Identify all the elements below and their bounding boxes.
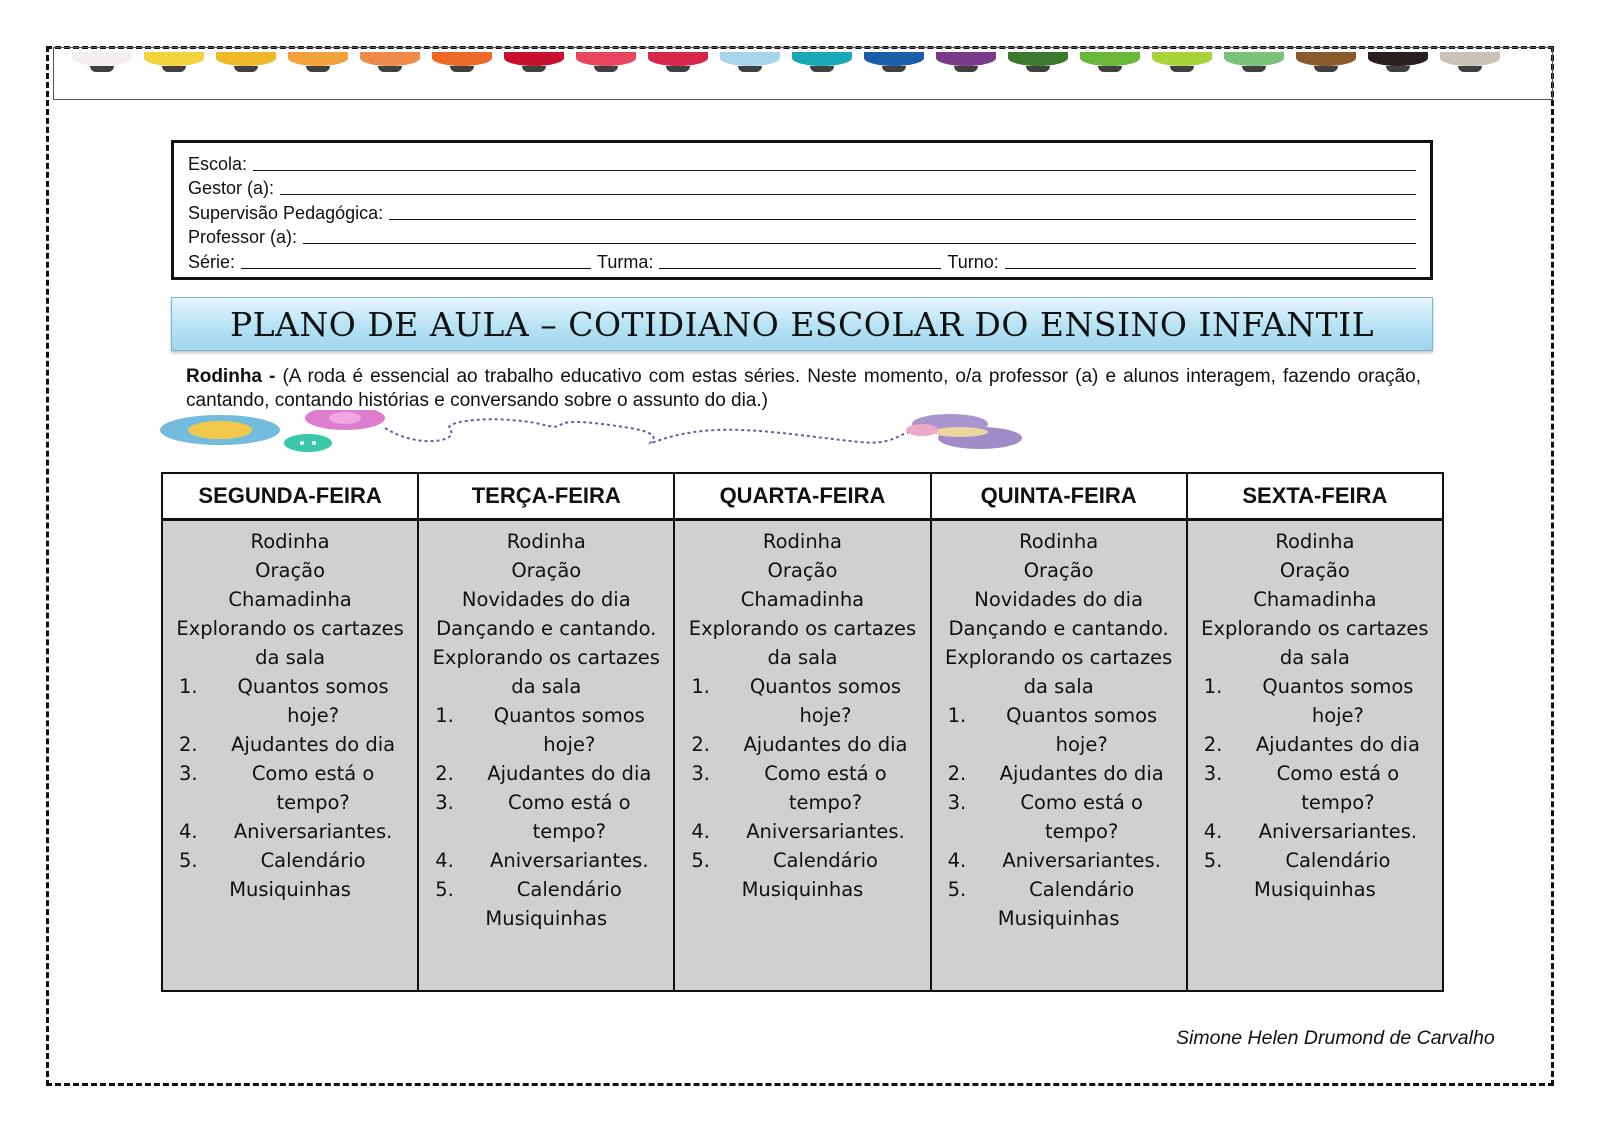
pencil-row (72, 52, 1500, 66)
topic-text: Quantos somos hoje? (237, 675, 389, 727)
topic-number: 1. (947, 704, 967, 727)
activity-item: Explorando os cartazes da sala (944, 646, 1173, 698)
topic-item (687, 817, 917, 846)
topic-item (431, 788, 661, 846)
serie-turma-turno-row (188, 248, 1416, 273)
turno-label: Turno: (947, 251, 999, 272)
schedule-cell-quinta (931, 520, 1187, 992)
topic-text: Calendário (1029, 878, 1135, 901)
day-header-terca: TERÇA-FEIRA (418, 473, 674, 520)
topic-item (1200, 817, 1430, 846)
activity-item: Explorando os cartazes da sala (176, 617, 404, 669)
topic-text: Como está o tempo? (1276, 762, 1400, 814)
topic-text: Aniversariantes. (490, 849, 649, 872)
page-title: PLANO DE AULA – COTIDIANO ESCOLAR DO ENSINO INFANTIL (171, 297, 1433, 351)
topic-item (1200, 672, 1430, 730)
pencil-icon (1080, 52, 1140, 66)
closing-activity: Musiquinhas (229, 878, 351, 901)
supervisao-blank[interactable] (389, 219, 1416, 220)
topic-item (1200, 730, 1430, 759)
topic-number: 4. (1203, 820, 1223, 843)
topic-number: 1. (1203, 675, 1223, 698)
pencil-icon (864, 52, 924, 66)
topic-item (944, 846, 1174, 875)
topic-item (431, 846, 661, 875)
topic-text: Como está o tempo? (508, 791, 631, 843)
schedule-cell-sexta (1187, 520, 1443, 992)
supervisao-label: Supervisão Pedagógica: (188, 202, 384, 223)
topic-number: 3. (435, 791, 454, 814)
pencil-icon (288, 52, 348, 66)
topic-text: Aniversariantes. (746, 820, 905, 843)
topic-number: 3. (1203, 762, 1223, 785)
activity-item: Explorando os cartazes da sala (688, 617, 917, 669)
topic-number: 2. (1203, 733, 1223, 756)
topic-number: 4. (947, 849, 967, 872)
topic-item (1200, 846, 1430, 875)
topic-item (687, 730, 917, 759)
topic-list (1200, 672, 1430, 875)
day-header-sexta: SEXTA-FEIRA (1187, 473, 1443, 520)
topic-text: Ajudantes do dia (999, 762, 1164, 785)
topic-text: Quantos somos hoje? (1006, 704, 1158, 756)
professor-label: Professor (a): (188, 227, 298, 247)
pencil-icon (936, 52, 996, 66)
turma-label: Turma: (597, 251, 654, 272)
topic-number: 3. (179, 762, 198, 785)
topic-item (944, 759, 1174, 788)
day-header-segunda: SEGUNDA-FEIRA (162, 473, 418, 520)
blue-flower-icon (160, 415, 280, 445)
topic-text: Calendário (1285, 849, 1391, 872)
gestor-label: Gestor (a): (188, 178, 275, 198)
pencil-icon (1440, 52, 1500, 66)
rodinha-description (186, 365, 1421, 413)
activity-item: Chamadinha (228, 588, 352, 611)
pencil-icon (504, 52, 564, 66)
butterfly-icon (906, 414, 1022, 449)
topic-item (687, 846, 917, 875)
day-header-quinta: QUINTA-FEIRA (931, 473, 1187, 520)
activity-item: Oração (1023, 559, 1094, 582)
topic-number: 5. (947, 878, 967, 901)
topic-item (687, 759, 917, 817)
activity-item: Rodinha (506, 530, 586, 553)
turma-blank[interactable] (659, 268, 941, 269)
pencil-icon (360, 52, 420, 66)
closing-activity: Musiquinhas (997, 907, 1120, 930)
topic-text: Aniversariantes. (233, 820, 393, 843)
day-header-quarta: QUARTA-FEIRA (674, 473, 930, 520)
topic-text: Ajudantes do dia (231, 733, 396, 756)
pencil-icon (1368, 52, 1428, 66)
topic-item (175, 759, 405, 817)
topic-text: Calendário (772, 849, 878, 872)
topic-item (1200, 759, 1430, 817)
topic-text: Como está o tempo? (1020, 791, 1143, 843)
topic-text: Aniversariantes. (1258, 820, 1418, 843)
topic-item (431, 759, 661, 788)
topic-number: 5. (691, 849, 710, 872)
topic-item (175, 672, 405, 730)
rodinha-lead: Rodinha - (186, 366, 276, 387)
pencil-icon (792, 52, 852, 66)
pencil-icon (1008, 52, 1068, 66)
colored-pencils-banner (53, 47, 1553, 100)
activity-item: Novidades do dia (974, 588, 1144, 611)
topic-number: 5. (435, 878, 454, 901)
professor-blank[interactable] (303, 243, 1416, 244)
pencil-icon (432, 52, 492, 66)
pencil-icon (648, 52, 708, 66)
supervisao-row (188, 199, 1416, 224)
pencil-icon (144, 52, 204, 66)
topic-number: 2. (435, 762, 454, 785)
activity-item: Oração (511, 559, 582, 582)
activity-item: Novidades do dia (461, 588, 631, 611)
author-signature: Simone Helen Drumond de Carvalho (1176, 1027, 1495, 1049)
activity-item: Dançando e cantando. (948, 617, 1169, 640)
topic-text: Quantos somos hoje? (749, 675, 902, 727)
topic-item (687, 672, 917, 730)
topic-number: 1. (435, 704, 454, 727)
closing-activity: Musiquinhas (485, 907, 608, 930)
flowers-butterfly-decoration (160, 410, 1080, 470)
turno-blank[interactable] (1005, 268, 1416, 269)
escola-label: Escola: (188, 153, 248, 174)
topic-item (431, 875, 661, 904)
topic-text: Ajudantes do dia (1255, 733, 1420, 756)
topic-text: Ajudantes do dia (743, 733, 908, 756)
topic-item (944, 701, 1174, 759)
topic-number: 5. (1203, 849, 1223, 872)
topic-item (431, 701, 661, 759)
topic-list (431, 701, 661, 904)
topic-text: Calendário (260, 849, 366, 872)
activity-item: Oração (767, 559, 838, 582)
pencil-icon (216, 52, 276, 66)
weekday-header-row (162, 473, 1443, 520)
activity-item: Rodinha (1019, 530, 1099, 553)
topic-text: Aniversariantes. (1002, 849, 1161, 872)
topic-number: 2. (179, 733, 198, 756)
activity-item: Explorando os cartazes da sala (1201, 617, 1429, 669)
topic-number: 3. (691, 762, 710, 785)
topic-number: 4. (435, 849, 454, 872)
activity-item: Chamadinha (1253, 588, 1377, 611)
topic-item (175, 730, 405, 759)
topic-number: 5. (179, 849, 198, 872)
activity-item: Oração (255, 559, 326, 582)
schedule-cell-segunda (162, 520, 418, 992)
topic-list (175, 672, 405, 875)
pencil-icon (1296, 52, 1356, 66)
pencil-icon (72, 52, 132, 66)
topic-text: Como está o tempo? (251, 762, 375, 814)
topic-number: 3. (947, 791, 967, 814)
topic-text: Calendário (516, 878, 622, 901)
schedule-cell-terca (418, 520, 674, 992)
topic-item (175, 817, 405, 846)
button-icon (284, 434, 332, 452)
professor-row (188, 224, 1416, 249)
pencil-icon (1152, 52, 1212, 66)
activity-item: Oração (1279, 559, 1350, 582)
topic-number: 1. (691, 675, 710, 698)
school-info-box (171, 140, 1433, 280)
activity-item: Rodinha (762, 530, 842, 553)
topic-item (175, 846, 405, 875)
activity-item: Rodinha (250, 530, 330, 553)
topic-text: Quantos somos hoje? (493, 704, 645, 756)
weekly-schedule-table (161, 472, 1444, 992)
gestor-row (188, 175, 1416, 200)
gestor-blank[interactable] (280, 194, 1416, 195)
pencil-icon (720, 52, 780, 66)
topic-text: Quantos somos hoje? (1262, 675, 1414, 727)
topic-list (944, 701, 1174, 904)
topic-number: 4. (691, 820, 710, 843)
schedule-cell-quarta (674, 520, 930, 992)
serie-blank[interactable] (241, 268, 591, 269)
closing-activity: Musiquinhas (1254, 878, 1376, 901)
escola-row (188, 150, 1416, 175)
topic-number: 2. (947, 762, 967, 785)
schedule-content-row (162, 520, 1443, 992)
topic-item (944, 788, 1174, 846)
serie-label: Série: (188, 251, 236, 272)
topic-text: Como está o tempo? (764, 762, 887, 814)
pencil-icon (1224, 52, 1284, 66)
pencil-icon (576, 52, 636, 66)
activity-item: Rodinha (1275, 530, 1355, 553)
activity-item: Dançando e cantando. (436, 617, 657, 640)
topic-text: Ajudantes do dia (487, 762, 652, 785)
topic-list (687, 672, 917, 875)
rodinha-text: (A roda é essencial ao trabalho educativo com estas séries. Neste momento, o/a professor (a) e alunos interagem, fazendo oração, cantando, contando histórias e conversando sobre o assunto do dia.) (186, 366, 1421, 411)
closing-activity: Musiquinhas (741, 878, 864, 901)
activity-item: Chamadinha (740, 588, 865, 611)
escola-blank[interactable] (253, 170, 1416, 171)
activity-item: Explorando os cartazes da sala (432, 646, 660, 698)
topic-number: 1. (179, 675, 198, 698)
dotted-path-icon (385, 419, 920, 443)
pink-flower-icon (305, 410, 385, 430)
topic-item (944, 875, 1174, 904)
topic-number: 4. (179, 820, 198, 843)
topic-number: 2. (691, 733, 710, 756)
